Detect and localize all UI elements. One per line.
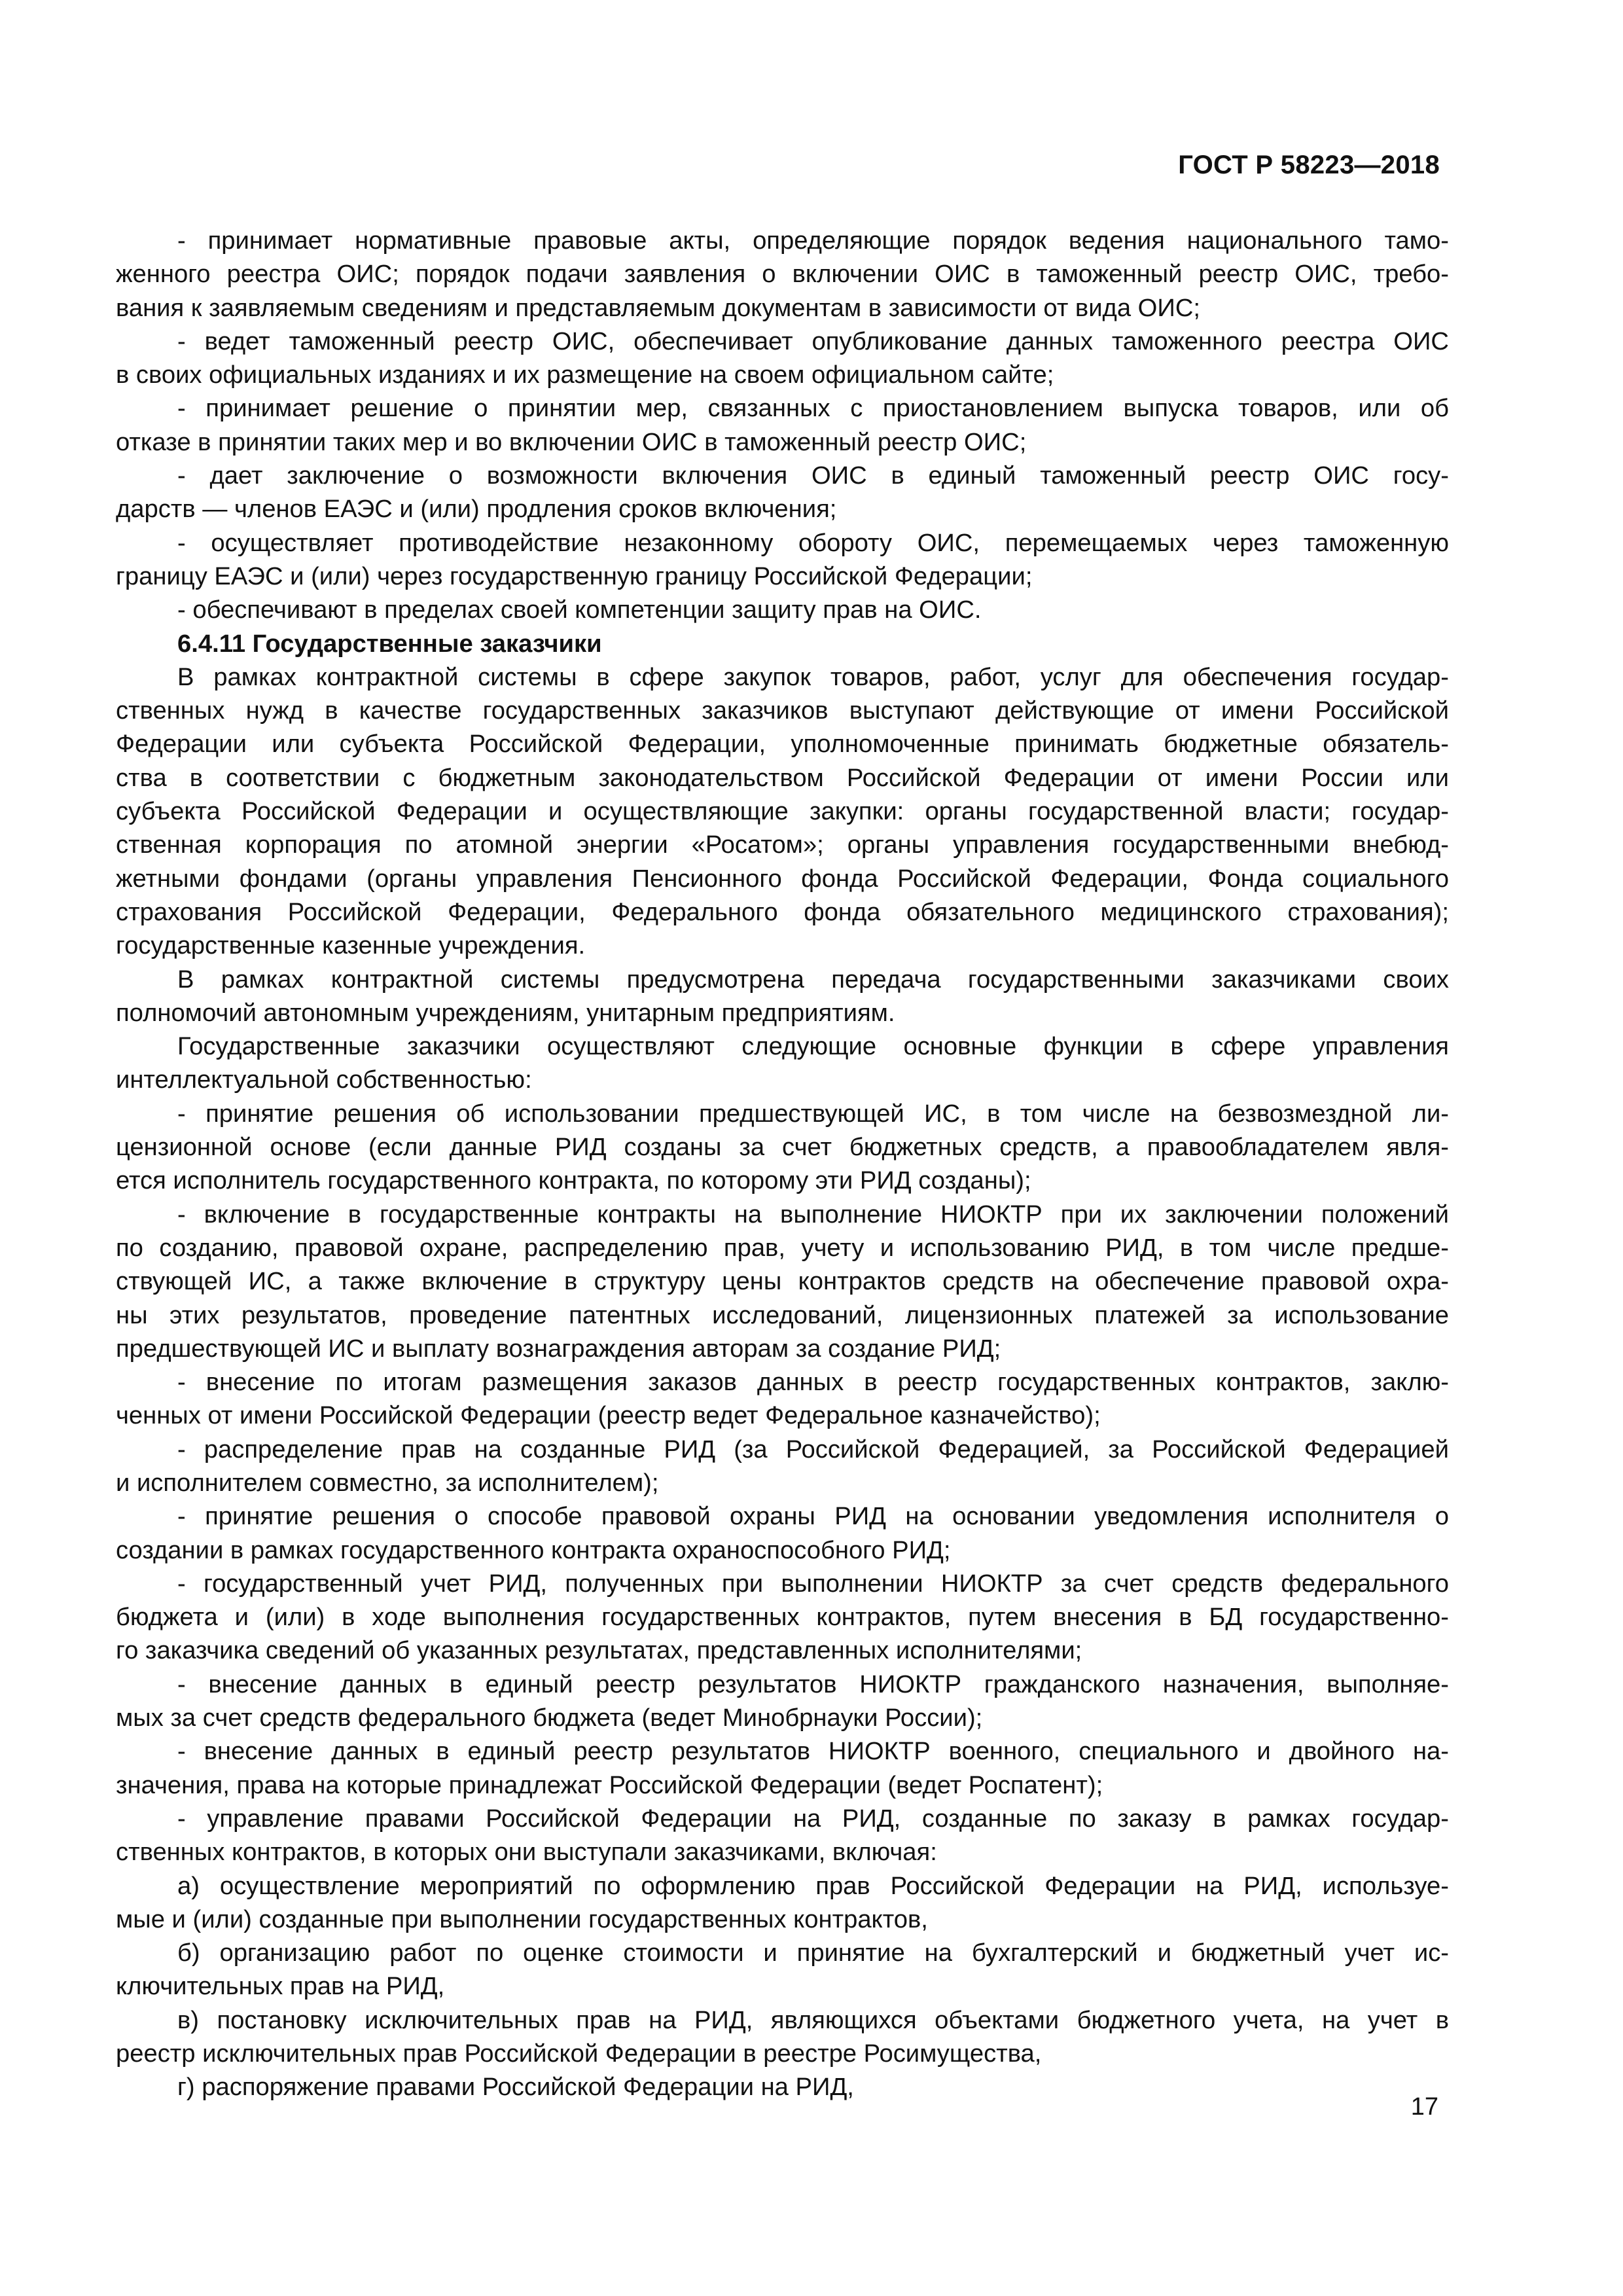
text-line: мых за счет средств федерального бюджета (ведет Минобрнауки России);: [116, 1704, 983, 1732]
text-line: ченных от имени Российской Федерации (реестр ведет Федеральное казначейство);: [116, 1401, 1101, 1430]
text-line: интеллектуальной собственностью:: [116, 1066, 532, 1094]
section-heading: 6.4.11 Государственные заказчики: [177, 629, 602, 658]
text-line: г) распоряжение правами Российской Федерации на РИД,: [177, 2073, 854, 2102]
text-line: - распределение прав на созданные РИД (за Российской Федерацией, за Российской Федерацией: [177, 1435, 1449, 1463]
text-line: предшествующей ИС и выплату вознаграждения авторам за создание РИД;: [116, 1334, 1001, 1363]
document-body: [116, 224, 1449, 2104]
text-line: - ведет таможенный реестр ОИС, обеспечивает опубликование данных таможенного реестра ОИС: [177, 327, 1449, 355]
text-line: го заказчика сведений об указанных результатах, представленных исполнителями;: [116, 1636, 1082, 1665]
text-line: полномочий автономным учреждениям, унитарным предприятиям.: [116, 998, 895, 1027]
text-line: ствующей ИС, а также включение в структуру цены контрактов средств на обеспечение правовой охра-: [116, 1267, 1449, 1296]
text-line: страхования Российской Федерации, Федерального фонда обязательного медицинского страхования);: [116, 897, 1449, 926]
text-line: реестр исключительных прав Российской Федерации в реестре Росимущества,: [116, 2039, 1042, 2068]
text-line: - принимает решение о принятии мер, связанных с приостановлением выпуска товаров, или об: [177, 394, 1449, 423]
text-line: - внесение данных в единый реестр результатов НИОКТР военного, специального и двойного на-: [177, 1737, 1449, 1766]
text-line: субъекта Российской Федерации и осуществляющие закупки: органы государственной власти; государ-: [116, 797, 1449, 826]
text-line: - осуществляет противодействие незаконному обороту ОИС, перемещаемых через таможенную: [177, 528, 1449, 557]
text-line: и исполнителем совместно, за исполнителем);: [116, 1468, 659, 1497]
text-line: вания к заявляемым сведениям и представляемым документам в зависимости от вида ОИС;: [116, 293, 1201, 322]
text-line: ственных контрактов, в которых они выступали заказчиками, включая:: [116, 1838, 937, 1867]
text-line: - обеспечивают в пределах своей компетенции защиту прав на ОИС.: [177, 596, 982, 624]
text-line: а) осуществление мероприятий по оформлению прав Российской Федерации на РИД, используе-: [177, 1871, 1449, 1900]
text-line: Государственные заказчики осуществляют следующие основные функции в сфере управления: [177, 1032, 1449, 1061]
text-line: - принимает нормативные правовые акты, определяющие порядок ведения национального тамо-: [177, 226, 1449, 255]
text-line: значения, права на которые принадлежат Российской Федерации (ведет Роспатент);: [116, 1770, 1103, 1799]
text-line: - дает заключение о возможности включения ОИС в единый таможенный реестр ОИС госу-: [177, 461, 1449, 490]
text-line: В рамках контрактной системы предусмотрена передача государственными заказчиками своих: [177, 965, 1449, 994]
text-line: - государственный учет РИД, полученных при выполнении НИОКТР за счет средств федерального: [177, 1569, 1449, 1598]
text-line: - принятие решения об использовании предшествующей ИС, в том числе на безвозмездной ли-: [177, 1099, 1449, 1128]
text-line: В рамках контрактной системы в сфере закупок товаров, работ, услуг для обеспечения государ-: [177, 662, 1449, 691]
text-line: цензионной основе (если данные РИД созданы за счет бюджетных средств, а правообладателем явля-: [116, 1133, 1449, 1162]
text-line: отказе в принятии таких мер и во включении ОИС в таможенный реестр ОИС;: [116, 427, 1027, 456]
text-line: женного реестра ОИС; порядок подачи заявления о включении ОИС в таможенный реестр ОИС, требо-: [116, 260, 1449, 289]
text-line: ключительных прав на РИД,: [116, 1972, 445, 2001]
text-line: по созданию, правовой охране, распределению прав, учету и использованию РИД, в том числе предше-: [116, 1233, 1449, 1262]
text-line: ственная корпорация по атомной энергии «Росатом»; органы управления государственными внебюд-: [116, 831, 1449, 859]
text-line: в своих официальных изданиях и их размещение на своем официальном сайте;: [116, 361, 1054, 389]
page-number: 17: [1410, 2093, 1438, 2121]
text-line: - внесение данных в единый реестр результатов НИОКТР гражданского назначения, выполняе-: [177, 1670, 1449, 1698]
text-line: государственные казенные учреждения.: [116, 931, 586, 960]
text-line: дарств — членов ЕАЭС и (или) продления сроков включения;: [116, 495, 837, 524]
text-line: Федерации или субъекта Российской Федерации, уполномоченные принимать бюджетные обязатель-: [116, 730, 1449, 759]
text-line: границу ЕАЭС и (или) через государственную границу Российской Федерации;: [116, 562, 1033, 590]
text-line: в) постановку исключительных прав на РИД, являющихся объектами бюджетного учета, на учет в: [177, 2005, 1449, 2034]
document-header: ГОСТ Р 58223—2018: [1178, 151, 1440, 179]
text-line: ется исполнитель государственного контракта, по которому эти РИД созданы);: [116, 1166, 1031, 1195]
text-line: бюджета и (или) в ходе выполнения государственных контрактов, путем внесения в БД государственно-: [116, 1603, 1449, 1632]
text-line: мые и (или) созданные при выполнении государственных контрактов,: [116, 1905, 928, 1933]
text-line: - включение в государственные контракты на выполнение НИОКТР при их заключении положений: [177, 1200, 1449, 1229]
text-line: ственных нужд в качестве государственных заказчиков выступают действующие от имени Российской: [116, 696, 1449, 725]
text-line: б) организацию работ по оценке стоимости и принятие на бухгалтерский и бюджетный учет ис-: [177, 1939, 1449, 1967]
text-line: жетными фондами (органы управления Пенсионного фонда Российской Федерации, Фонда социального: [116, 864, 1449, 893]
text-line: - внесение по итогам размещения заказов данных в реестр государственных контрактов, заклю-: [177, 1368, 1449, 1397]
text-line: - принятие решения о способе правовой охраны РИД на основании уведомления исполнителя о: [177, 1502, 1449, 1531]
text-line: - управление правами Российской Федерации на РИД, созданные по заказу в рамках государ-: [177, 1804, 1449, 1833]
text-line: ства в соответствии с бюджетным законодательством Российской Федерации от имени России или: [116, 763, 1449, 792]
text-line: создании в рамках государственного контракта охраноспособного РИД;: [116, 1535, 951, 1564]
text-line: ны этих результатов, проведение патентных исследований, лицензионных платежей за использование: [116, 1300, 1449, 1329]
